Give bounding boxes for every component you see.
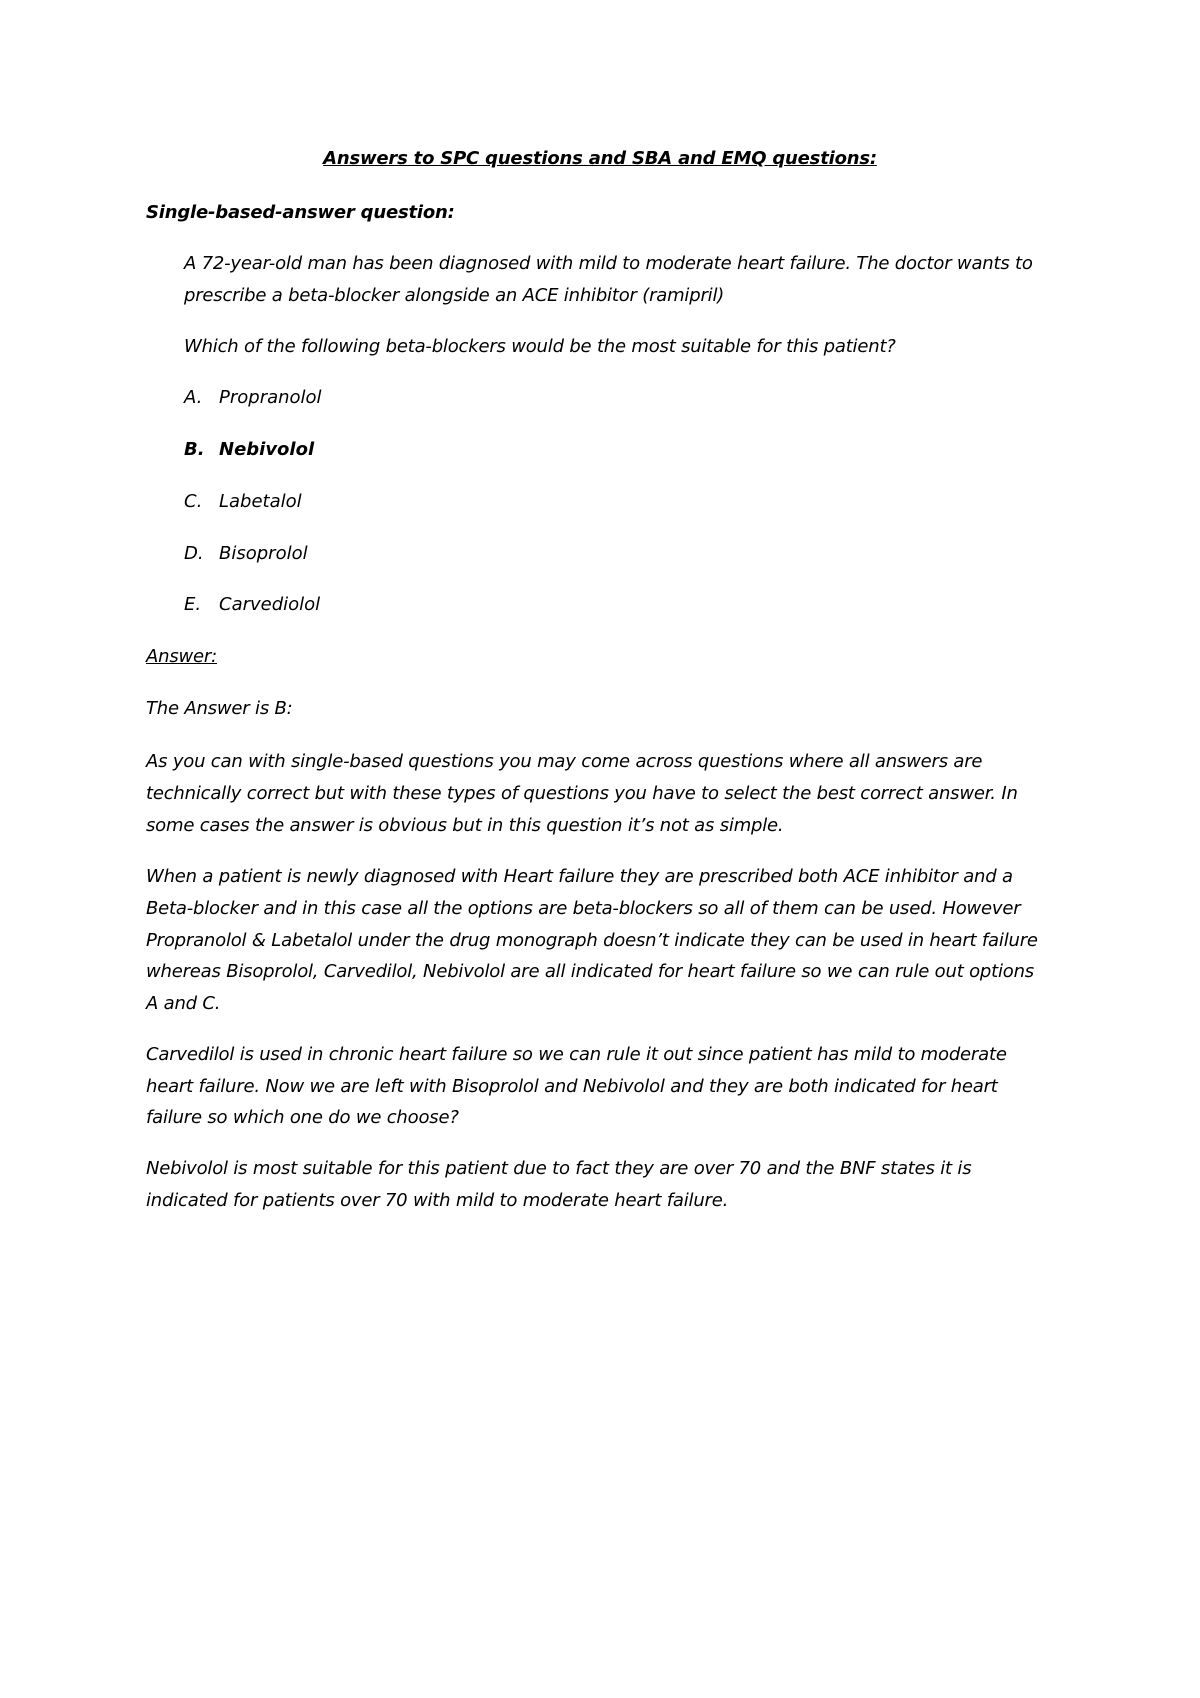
option-letter: B. bbox=[184, 439, 205, 460]
paragraph-1-line-1: As you can with single-based questions you may come across questions where all answers are bbox=[146, 751, 983, 772]
option-text: Bisoprolol bbox=[219, 543, 308, 564]
paragraph-2-line-5: A and C. bbox=[146, 993, 221, 1014]
paragraph-2-line-3: Propranolol & Labetalol under the drug monograph doesn’t indicate they can be used in heart failure bbox=[146, 930, 1038, 951]
document-title: Answers to SPC questions and SBA and EMQ questions: bbox=[323, 148, 877, 169]
paragraph-1-line-3: some cases the answer is obvious but in this question it’s not as simple. bbox=[146, 815, 784, 836]
option-letter: E. bbox=[184, 594, 202, 615]
paragraph-1-line-2: technically correct but with these types of questions you have to select the best correct answer. In bbox=[146, 783, 1018, 804]
answer-statement: The Answer is B: bbox=[146, 698, 293, 719]
answer-heading: Answer: bbox=[146, 646, 217, 667]
option-letter: C. bbox=[184, 491, 203, 512]
question-stem-line-2: prescribe a beta-blocker alongside an ACE inhibitor (ramipril) bbox=[184, 285, 725, 306]
option-letter: A. bbox=[184, 387, 203, 408]
option-text: Labetalol bbox=[219, 491, 302, 512]
paragraph-4-line-2: indicated for patients over 70 with mild to moderate heart failure. bbox=[146, 1190, 729, 1211]
section-heading: Single-based-answer question: bbox=[146, 202, 455, 223]
option-text: Carvediolol bbox=[219, 594, 321, 615]
paragraph-3-line-2: heart failure. Now we are left with Bisoprolol and Nebivolol and they are both indicated for heart bbox=[146, 1076, 998, 1097]
option-letter: D. bbox=[184, 543, 204, 564]
option-text: Nebivolol bbox=[219, 439, 315, 460]
question-text: Which of the following beta-blockers would be the most suitable for this patient? bbox=[184, 336, 896, 357]
paragraph-3-line-3: failure so which one do we choose? bbox=[146, 1107, 459, 1128]
option-text: Propranolol bbox=[219, 387, 322, 408]
question-stem-line-1: A 72-year-old man has been diagnosed with mild to moderate heart failure. The doctor wants to bbox=[184, 253, 1033, 274]
paragraph-3-line-1: Carvedilol is used in chronic heart failure so we can rule it out since patient has mild to moderate bbox=[146, 1044, 1007, 1065]
paragraph-4-line-1: Nebivolol is most suitable for this patient due to fact they are over 70 and the BNF states it is bbox=[146, 1158, 972, 1179]
paragraph-2-line-4: whereas Bisoprolol, Carvedilol, Nebivolol are all indicated for heart failure so we can rule out options bbox=[146, 961, 1034, 982]
paragraph-2-line-1: When a patient is newly diagnosed with Heart failure they are prescribed both ACE inhibitor and a bbox=[146, 866, 1013, 887]
paragraph-2-line-2: Beta-blocker and in this case all the options are beta-blockers so all of them can be used. However bbox=[146, 898, 1021, 919]
